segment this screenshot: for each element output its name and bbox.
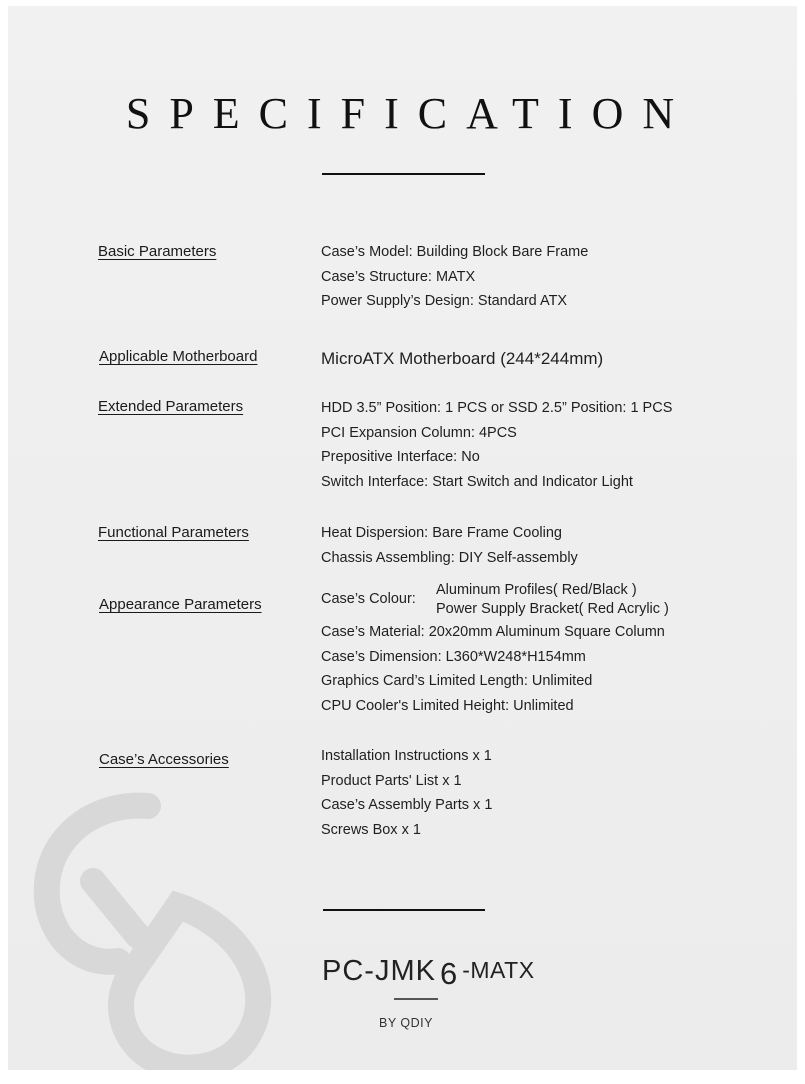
colour-label: Case’s Colour:: [321, 591, 416, 607]
section-label-case-accessories: Case’s Accessories: [99, 751, 229, 768]
spec-line: Installation Instructions x 1: [321, 748, 492, 764]
section-appearance-parameters: [321, 582, 669, 718]
spec-line: Case’s Dimension: L360*W248*H154mm: [321, 648, 586, 665]
qdiy-logo-watermark-icon: [8, 786, 298, 1070]
brand-byline: BY QDIY: [379, 1016, 433, 1030]
colour-value: Aluminum Profiles( Red/Black ): [436, 582, 637, 598]
section-label-extended-parameters: Extended Parameters: [98, 398, 244, 415]
model-underline: [394, 998, 438, 1000]
section-case-accessories: [321, 744, 492, 842]
colour-row: [321, 582, 669, 620]
colour-value: Power Supply Bracket( Red Acrylic ): [436, 601, 669, 617]
section-label-functional-parameters: Functional Parameters: [98, 524, 249, 541]
spec-line: Case’s Material: 20x20mm Aluminum Square Column: [321, 624, 665, 640]
spec-line: Case’s Model: Building Block Bare Frame: [321, 244, 589, 260]
colour-values: [436, 581, 669, 619]
section-extended-parameters: [321, 396, 672, 494]
model-suffix: -MATX: [462, 957, 535, 983]
section-label-basic-parameters: Basic Parameters: [98, 243, 217, 260]
spec-line: Graphics Card’s Limited Length: Unlimited: [321, 673, 593, 689]
model-name: [322, 952, 535, 991]
spec-line: Chassis Assembling: DIY Self-assembly: [321, 549, 578, 566]
title-divider: [322, 173, 485, 175]
spec-line: MicroATX Motherboard (244*244mm): [321, 349, 604, 368]
spec-line: Case’s Structure: MATX: [321, 268, 476, 285]
spec-line: Prepositive Interface: No: [321, 449, 480, 465]
model-number: 6: [439, 956, 459, 991]
spec-sheet: [8, 6, 797, 1070]
spec-line: Product Parts' List x 1: [321, 772, 462, 789]
section-label-applicable-motherboard: Applicable Motherboard: [99, 348, 258, 365]
spec-line: CPU Cooler's Limited Height: Unlimited: [321, 697, 574, 714]
spec-line: Case’s Assembly Parts x 1: [321, 797, 493, 813]
spec-line: Power Supply’s Design: Standard ATX: [321, 293, 568, 309]
model-prefix: PC-JMK: [322, 955, 436, 987]
section-applicable-motherboard: [321, 347, 603, 372]
spec-line: Switch Interface: Start Switch and Indicator Light: [321, 473, 633, 490]
spec-line: PCI Expansion Column: 4PCS: [321, 424, 517, 441]
footer-divider: [323, 909, 485, 911]
spec-line: HDD 3.5” Position: 1 PCS or SSD 2.5” Position: 1 PCS: [321, 400, 673, 416]
section-label-appearance-parameters: Appearance Parameters: [99, 596, 262, 613]
spec-line: Heat Dispersion: Bare Frame Cooling: [321, 525, 562, 541]
section-functional-parameters: [321, 521, 578, 570]
spec-line: Screws Box x 1: [321, 821, 421, 838]
page-title: SPECIFICATION: [125, 89, 694, 138]
section-basic-parameters: [321, 240, 588, 314]
